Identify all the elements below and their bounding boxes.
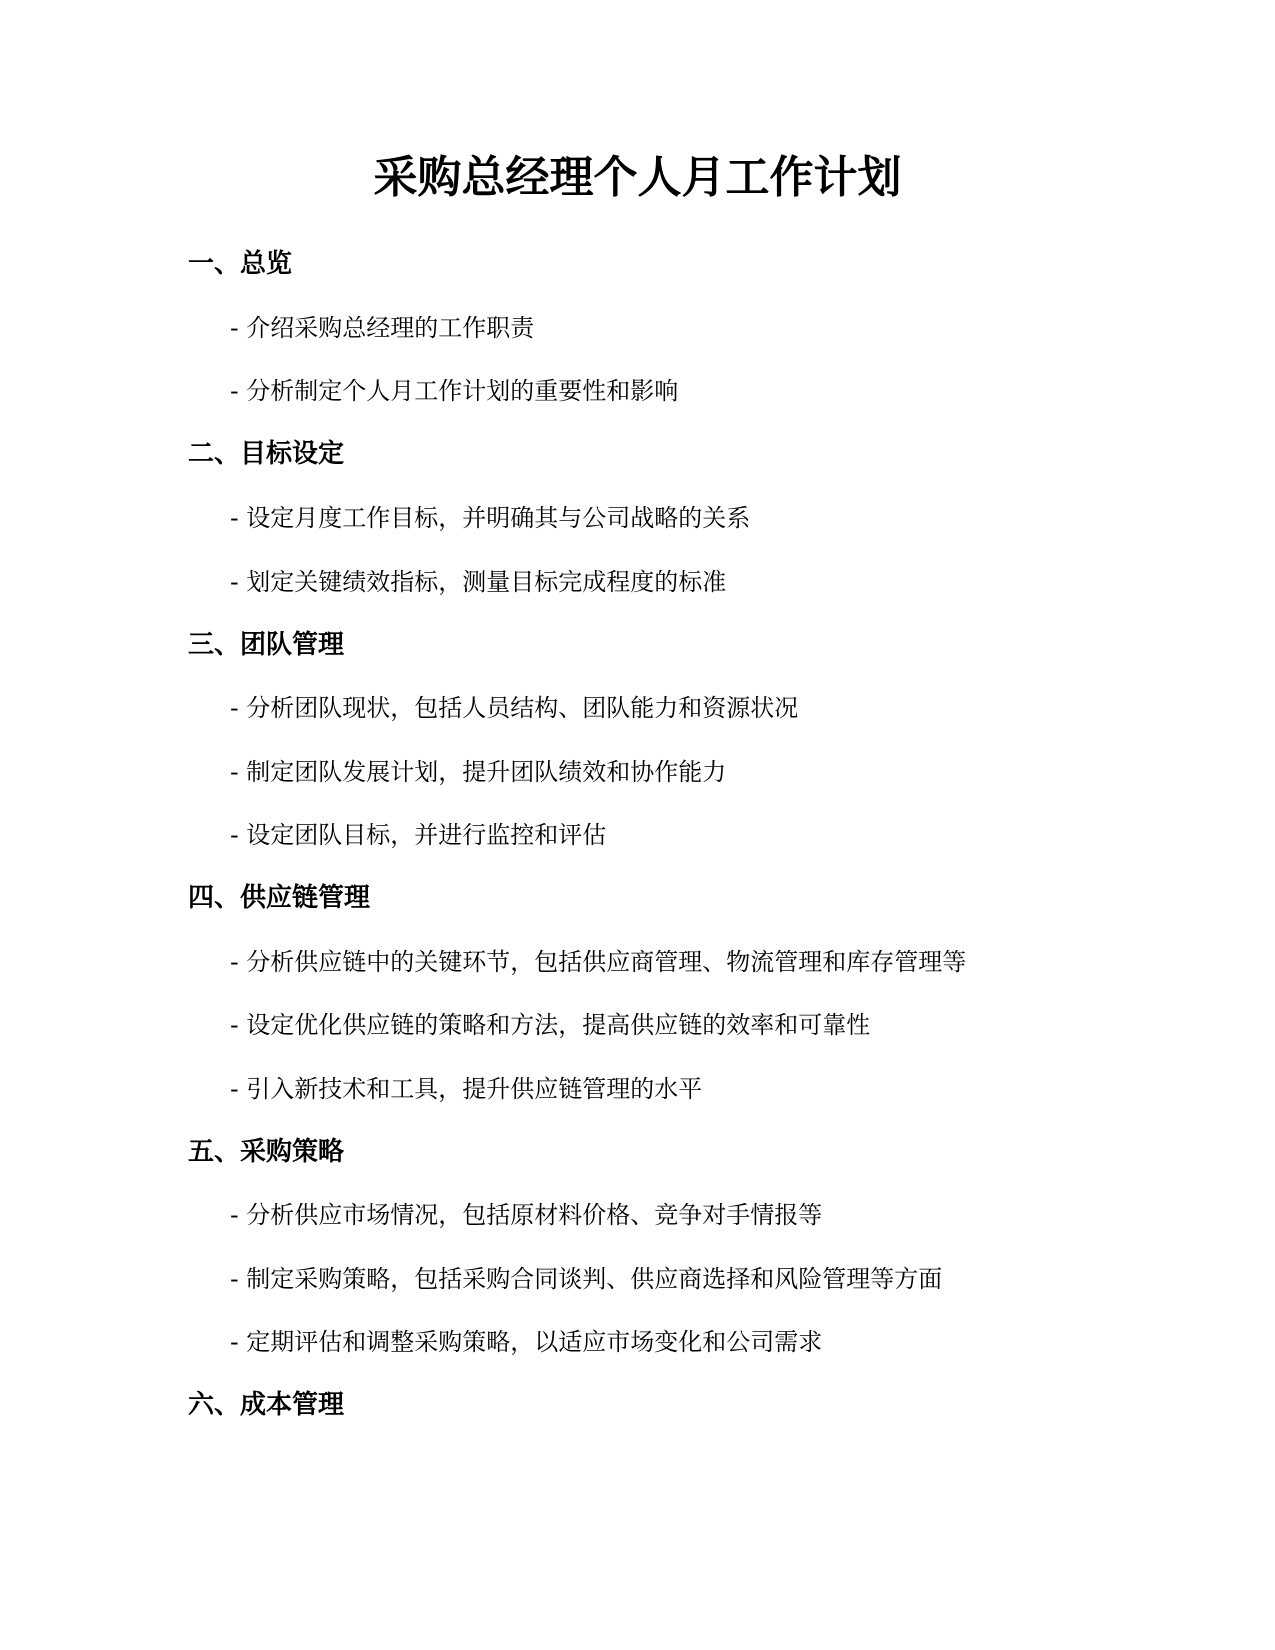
section-heading: 五、采购策略	[188, 1137, 345, 1167]
list-item: - 设定团队目标，并进行监控和评估	[230, 821, 607, 849]
page-title: 采购总经理个人月工作计划	[373, 152, 902, 203]
list-item: - 设定月度工作目标，并明确其与公司战略的关系	[230, 504, 751, 532]
list-item: - 分析团队现状，包括人员结构、团队能力和资源状况	[230, 694, 799, 722]
list-item: - 定期评估和调整采购策略，以适应市场变化和公司需求	[230, 1328, 823, 1356]
list-item: - 介绍采购总经理的工作职责	[230, 314, 535, 342]
section-heading: 六、成本管理	[188, 1390, 345, 1420]
list-item: - 分析供应市场情况，包括原材料价格、竞争对手情报等	[230, 1201, 823, 1229]
list-item: - 分析制定个人月工作计划的重要性和影响	[230, 377, 679, 405]
list-item: - 制定采购策略，包括采购合同谈判、供应商选择和风险管理等方面	[230, 1265, 943, 1293]
list-item: - 分析供应链中的关键环节，包括供应商管理、物流管理和库存管理等	[230, 948, 967, 976]
list-item: - 设定优化供应链的策略和方法，提高供应链的效率和可靠性	[230, 1011, 871, 1039]
list-item: - 制定团队发展计划，提升团队绩效和协作能力	[230, 758, 727, 786]
section-heading: 四、供应链管理	[188, 883, 371, 913]
section-heading: 一、总览	[188, 249, 293, 279]
section-heading: 三、团队管理	[188, 630, 345, 660]
section-heading: 二、目标设定	[188, 439, 345, 469]
list-item: - 引入新技术和工具，提升供应链管理的水平	[230, 1075, 703, 1103]
list-item: - 划定关键绩效指标，测量目标完成程度的标准	[230, 568, 727, 596]
